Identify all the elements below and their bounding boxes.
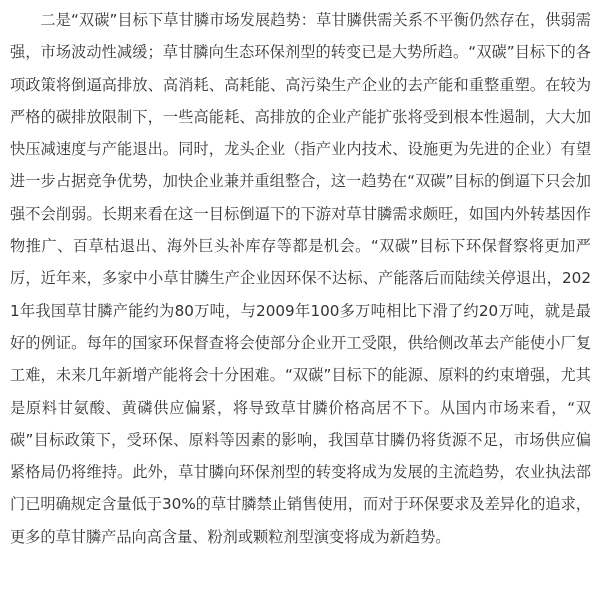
body-paragraph: 二是“双碳”目标下草甘膦市场发展趋势：草甘膦供需关系不平衡仍然存在，供弱需强，市场波动性减缓；草甘膦向生态环保剂型的转变已是大势所趋。“双碳”目标下的各项政策将倒逼高排放、高消耗、高耗能、高污染生产企业的去产能和重整重塑。在较为严格的碳排放限制下，一些高能耗、高排放的企业产能扩张将受到根本性遏制，大大加快压减速度与产能退出。同时，龙头企业（指产业内技术、设施更为先进的企业）有望进一步占据竞争优势，加快企业兼并重组整合，这一趋势在“双碳”目标的倒逼下只会加强不会削弱。长期来看在这一目标倒逼下的下游对草甘膦需求颇旺，如国内外转基因作物推广、百草枯退出、海外巨头补库存等都是机会。“双碳”目标下环保督察将更加严厉，近年来，多家中小草甘膦生产企业因环保不达标、产能落后而陆续关停退出，2021年我国草甘膦产能约为80万吨，与2009年100多万吨相比下滑了约20万吨，就是最好的例证。每年的国家环保督查将会使部分企业开工受限，供给侧改革去产能使小厂复工难，未来几年新增产能将会十分困难。“双碳”目标下的能源、原料的约束增强，尤其是原料甘氨酸、黄磷供应偏紧，将导致草甘膦价格高居不下。从国内市场来看，“双碳”目标政策下，受环保、原料等因素的影响，我国草甘膦仍将货源不足，市场供应偏紧格局仍将维持。此外，草甘膦向环保剂型的转变将成为发展的主流趋势，农业执法部门已明确规定含量低于30%的草甘膦禁止销售使用，而对于环保要求及差异化的追求，更多的草甘膦产品向高含量、粉剂或颗粒剂型演变将成为新趋势。	[10, 11, 591, 546]
